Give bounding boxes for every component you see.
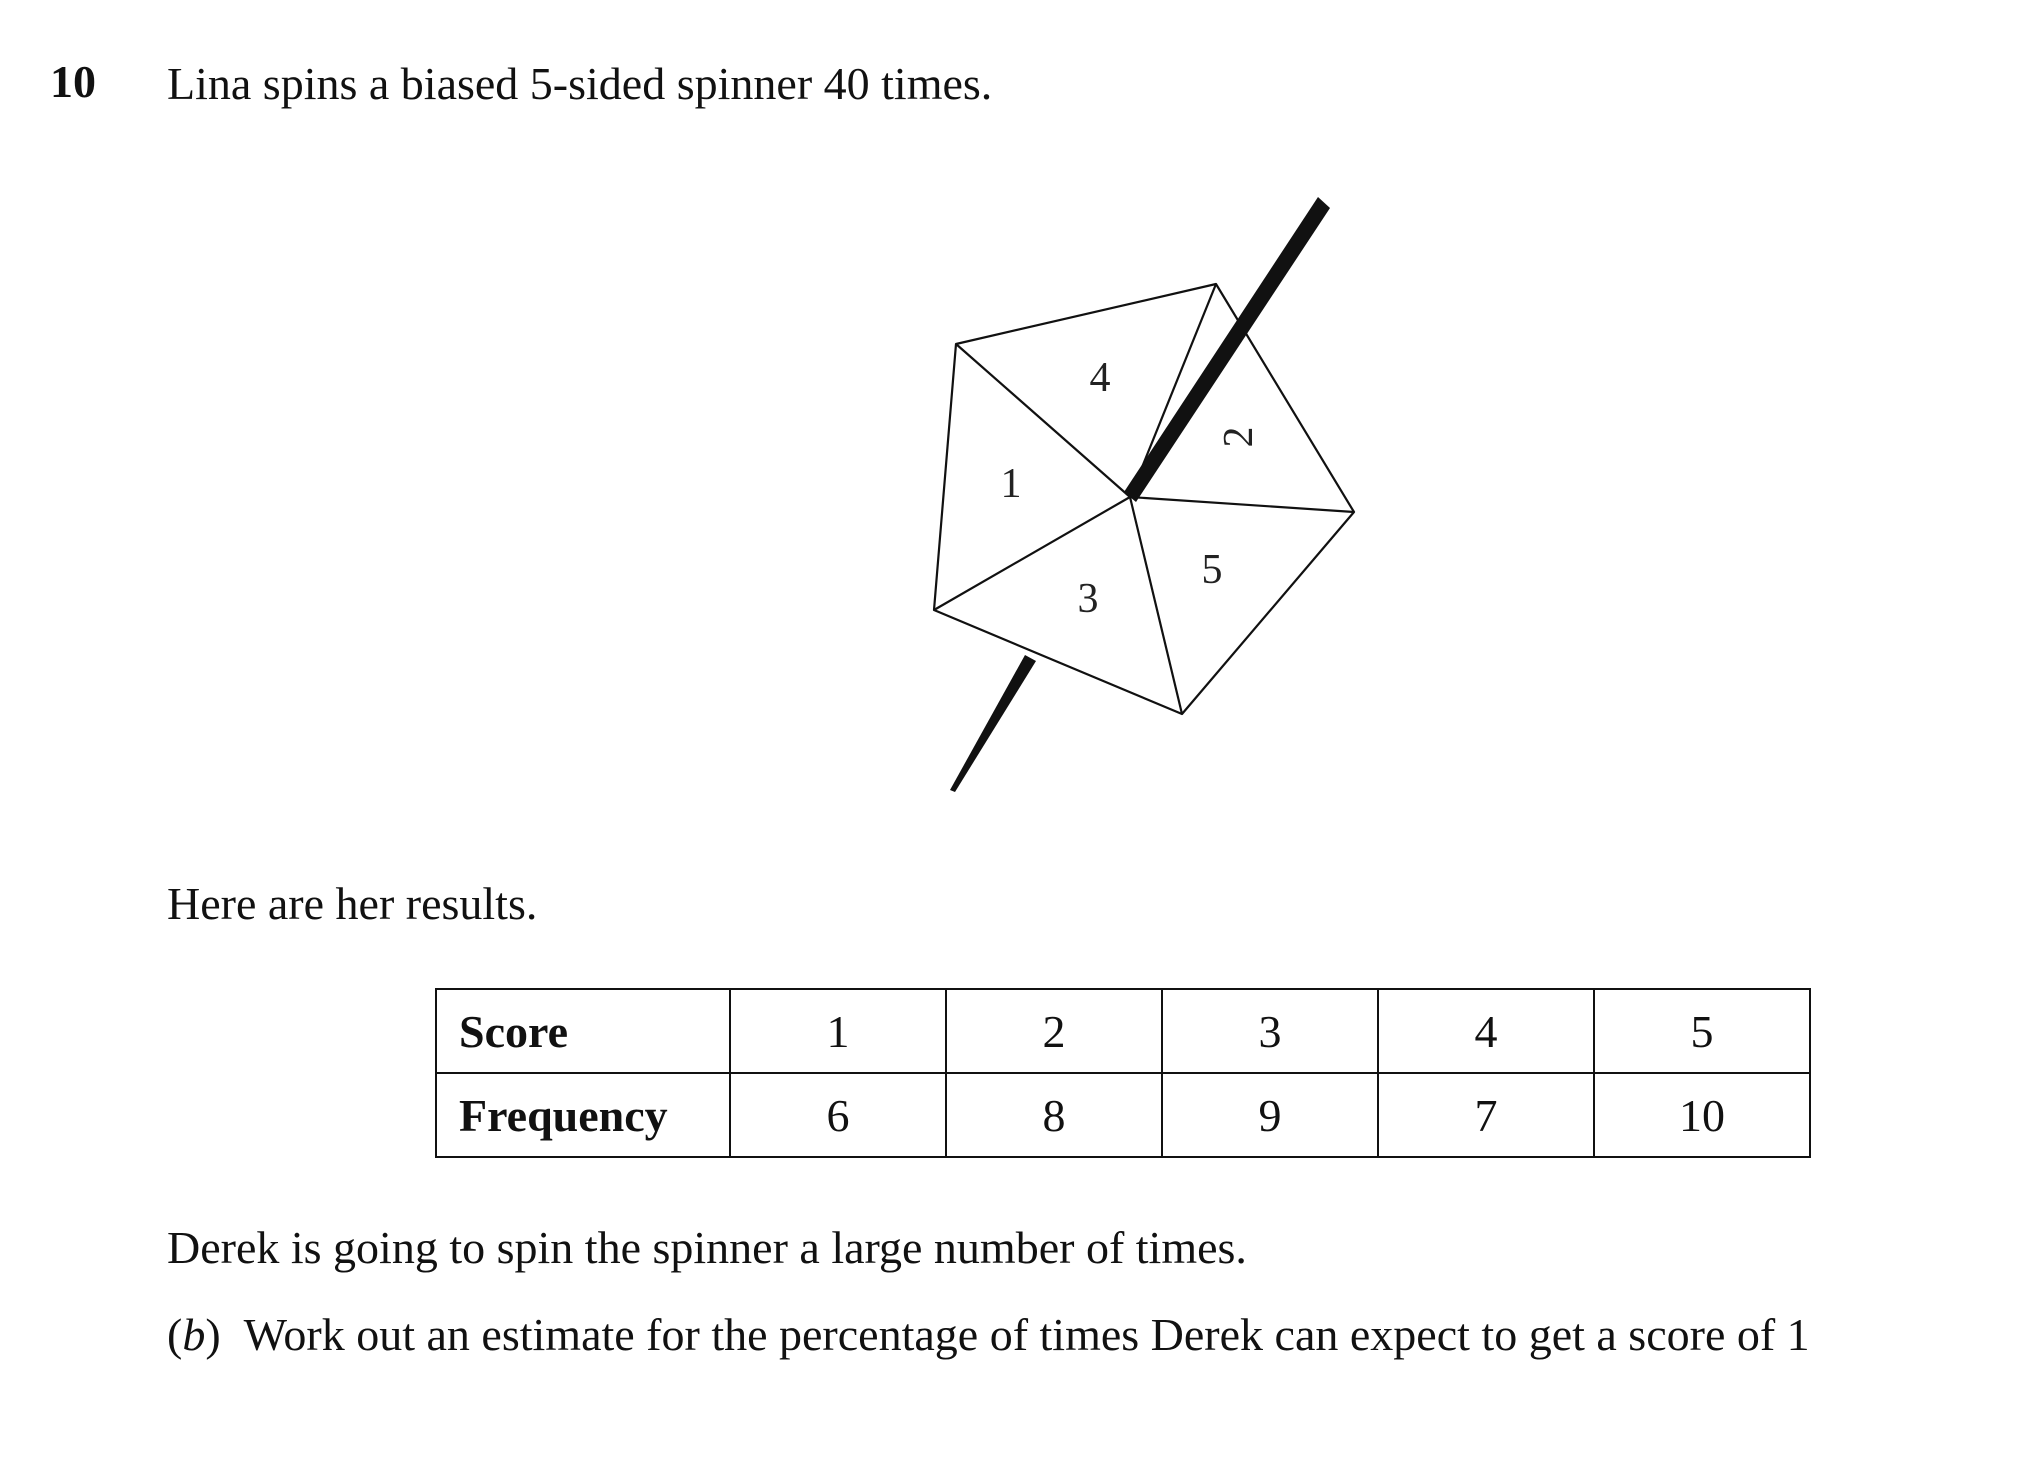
sector-label: 4 <box>1089 355 1111 401</box>
table-row <box>436 989 1810 1073</box>
spinner-divider <box>934 497 1130 610</box>
sector-label: 2 <box>1216 426 1262 448</box>
part-b-letter: b <box>182 1309 206 1360</box>
table-cell: 1 <box>730 989 946 1073</box>
results-intro: Here are her results. <box>167 878 538 929</box>
spinner-divider <box>1130 497 1354 512</box>
table-cell: 4 <box>1378 989 1594 1073</box>
table-cell: 8 <box>946 1073 1162 1157</box>
question-number: 10 <box>50 56 96 107</box>
table-cell: 6 <box>730 1073 946 1157</box>
spinner-divider <box>1130 497 1182 714</box>
sector-label: 3 <box>1077 576 1099 622</box>
table-cell: 7 <box>1378 1073 1594 1157</box>
question-intro: Lina spins a biased 5-sided spinner 40 times. <box>167 58 993 109</box>
row-header-score: Score <box>436 989 730 1073</box>
part-b-text: Work out an estimate for the percentage of times Derek can expect to get a score of 1 <box>243 1309 1810 1360</box>
row-header-frequency: Frequency <box>436 1073 730 1157</box>
table-cell: 5 <box>1594 989 1810 1073</box>
table-cell: 2 <box>946 989 1162 1073</box>
sector-label: 1 <box>1000 461 1022 507</box>
results-table <box>435 988 1811 1158</box>
table-cell: 3 <box>1162 989 1378 1073</box>
table-cell: 10 <box>1594 1073 1810 1157</box>
spinner-pointer <box>1124 197 1330 502</box>
part-b-question: (b) Work out an estimate for the percentage of times Derek can expect to get a score of 1 <box>167 1309 1810 1360</box>
table-row <box>436 1073 1810 1157</box>
sector-label: 5 <box>1201 547 1223 593</box>
table-cell: 9 <box>1162 1073 1378 1157</box>
spinner-diagram <box>900 180 1380 800</box>
derek-text: Derek is going to spin the spinner a large number of times. <box>167 1222 1247 1273</box>
spinner-pointer-tail <box>950 655 1036 792</box>
